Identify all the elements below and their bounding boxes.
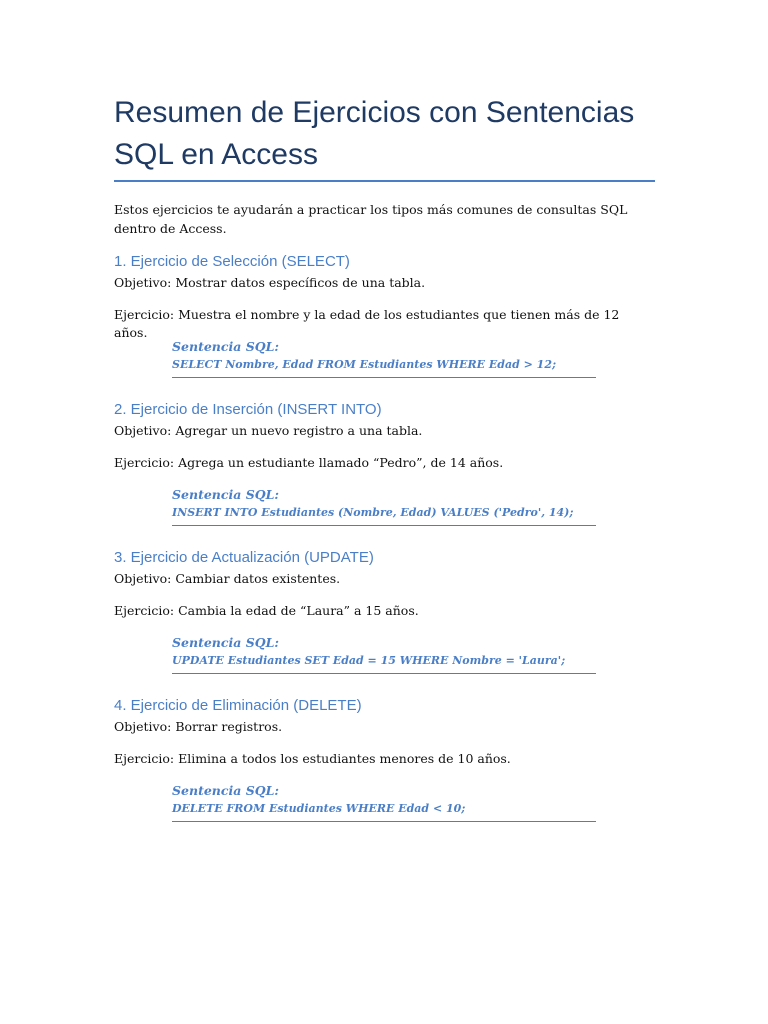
sql-statement: UPDATE Estudiantes SET Edad = 15 WHERE Nombre = 'Laura'; — [172, 654, 566, 667]
objective-text: Objetivo: Agregar un nuevo registro a una tabla. — [114, 423, 423, 438]
exercise-text: Ejercicio: Elimina a todos los estudiantes menores de 10 años. — [114, 751, 511, 766]
intro-paragraph: Estos ejercicios te ayudarán a practicar los tipos más comunes de consultas SQL dentro de Access. — [114, 202, 628, 236]
section-heading: 2. Ejercicio de Inserción (INSERT INTO) — [114, 401, 382, 418]
section-update — [114, 548, 656, 667]
sql-block — [172, 486, 596, 526]
sql-statement: DELETE FROM Estudiantes WHERE Edad < 10; — [172, 802, 466, 815]
document-title: Resumen de Ejercicios con Sentencias SQL en Access — [114, 96, 635, 171]
exercise-text: Ejercicio: Cambia la edad de “Laura” a 15 años. — [114, 603, 419, 618]
objective-text: Objetivo: Borrar registros. — [114, 719, 283, 734]
sql-block — [172, 782, 596, 822]
sql-label: Sentencia SQL: — [172, 635, 280, 650]
objective-text: Objetivo: Cambiar datos existentes. — [114, 571, 341, 586]
sql-block — [172, 634, 596, 674]
section-select — [114, 252, 656, 371]
section-insert — [114, 400, 656, 519]
section-heading: 3. Ejercicio de Actualización (UPDATE) — [114, 549, 374, 566]
section-heading: 4. Ejercicio de Eliminación (DELETE) — [114, 697, 362, 714]
sql-block — [172, 338, 596, 378]
sql-label: Sentencia SQL: — [172, 783, 280, 798]
title-divider — [114, 180, 655, 182]
sql-statement: SELECT Nombre, Edad FROM Estudiantes WHERE Edad > 12; — [172, 358, 557, 371]
exercise-text: Ejercicio: Muestra el nombre y la edad de los estudiantes que tienen más de 12 años. — [114, 307, 620, 340]
sql-label: Sentencia SQL: — [172, 339, 280, 354]
sql-statement: INSERT INTO Estudiantes (Nombre, Edad) VALUES ('Pedro', 14); — [172, 506, 574, 519]
sql-label: Sentencia SQL: — [172, 487, 280, 502]
section-delete — [114, 696, 656, 815]
exercise-text: Ejercicio: Agrega un estudiante llamado “Pedro”, de 14 años. — [114, 455, 504, 470]
objective-text: Objetivo: Mostrar datos específicos de una tabla. — [114, 275, 426, 290]
section-heading: 1. Ejercicio de Selección (SELECT) — [114, 253, 350, 270]
